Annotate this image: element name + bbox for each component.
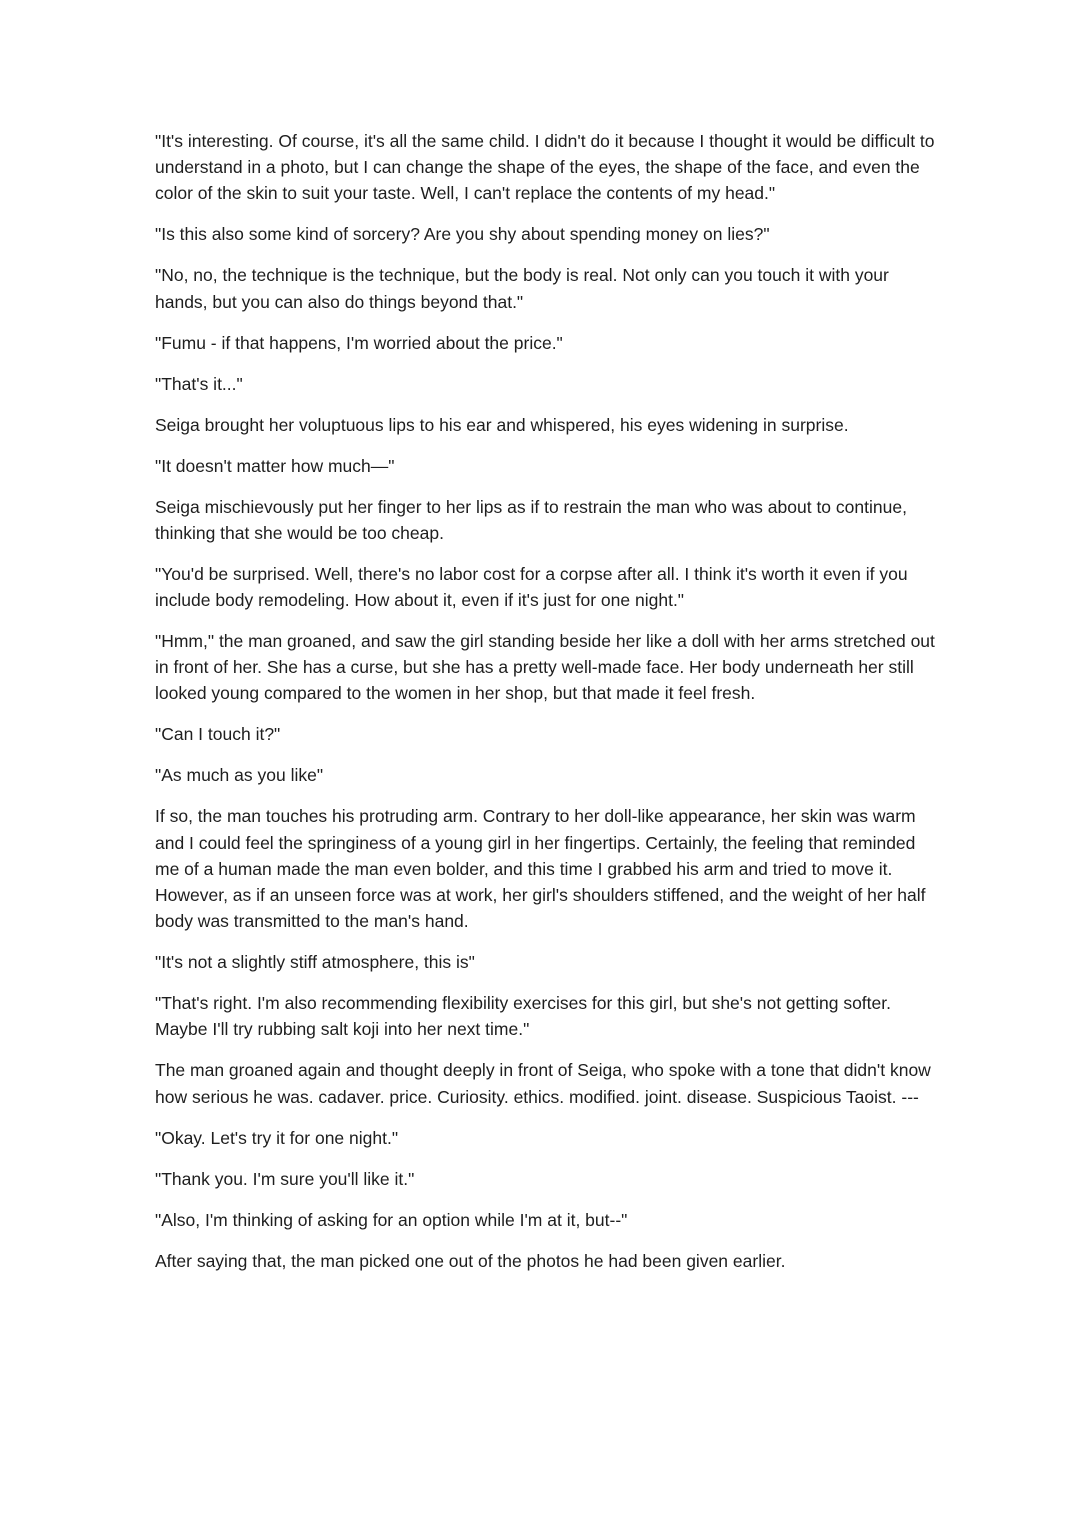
paragraph: If so, the man touches his protruding arm. Contrary to her doll-like appearance, her skin was warm and I could feel the springiness of a young girl in her fingertips. Certainly, the feeling that reminded me of a human made the man even bolder, and this time I grabbed his arm and tried to move it. However, as if an unseen force was at work, her girl's shoulders stiffened, and the weight of her half body was transmitted to the man's hand. (155, 806, 926, 932)
paragraph: Seiga brought her voluptuous lips to his ear and whispered, his eyes widening in surprise. (155, 414, 849, 435)
paragraph: "It doesn't matter how much—" (155, 455, 395, 476)
paragraph: "Can I touch it?" (155, 724, 281, 745)
paragraph: The man groaned again and thought deeply in front of Seiga, who spoke with a tone that didn't know how serious he was. cadaver. price. Curiosity. ethics. modified. joint. disease. Suspicious Taoist. --- (155, 1060, 931, 1107)
paragraph: "It's interesting. Of course, it's all the same child. I didn't do it because I thought it would be difficult to understand in a photo, but I can change the shape of the eyes, the shape of the face, and even the color of the skin to suit your taste. Well, I can't replace the contents of my head." (155, 131, 935, 204)
paragraph: "That's it..." (155, 373, 243, 394)
paragraph: "Hmm," the man groaned, and saw the girl standing beside her like a doll with her arms stretched out in front of her. She has a curse, but she has a pretty well-made face. Her body underneath her still looked young compared to the women in her shop, but that made it feel fresh. (155, 631, 935, 704)
paragraph: After saying that, the man picked one out of the photos he had been given earlier. (155, 1250, 786, 1271)
paragraph: "No, no, the technique is the technique, but the body is real. Not only can you touch it with your hands, but you can also do things beyond that." (155, 265, 889, 312)
paragraph: "You'd be surprised. Well, there's no labor cost for a corpse after all. I think it's worth it even if you include body remodeling. How about it, even if it's just for one night." (155, 563, 908, 611)
paragraph: "As much as you like" (155, 765, 324, 786)
paragraph: "Is this also some kind of sorcery? Are you shy about spending money on lies?" (155, 224, 770, 245)
paragraph: "It's not a slightly stiff atmosphere, this is" (155, 952, 475, 973)
paragraph: Seiga mischievously put her finger to her lips as if to restrain the man who was about to continue, thinking that she would be too cheap. (155, 496, 907, 543)
document-page (155, 128, 940, 1289)
paragraph: "Thank you. I'm sure you'll like it." (155, 1168, 415, 1189)
paragraph: "Also, I'm thinking of asking for an option while I'm at it, but--" (155, 1209, 628, 1230)
paragraph: "Fumu - if that happens, I'm worried about the price." (155, 332, 563, 353)
paragraph: "That's right. I'm also recommending flexibility exercises for this girl, but she's not getting softer. Maybe I'll try rubbing salt koji into her next time." (155, 993, 891, 1040)
paragraph: "Okay. Let's try it for one night." (155, 1127, 399, 1148)
